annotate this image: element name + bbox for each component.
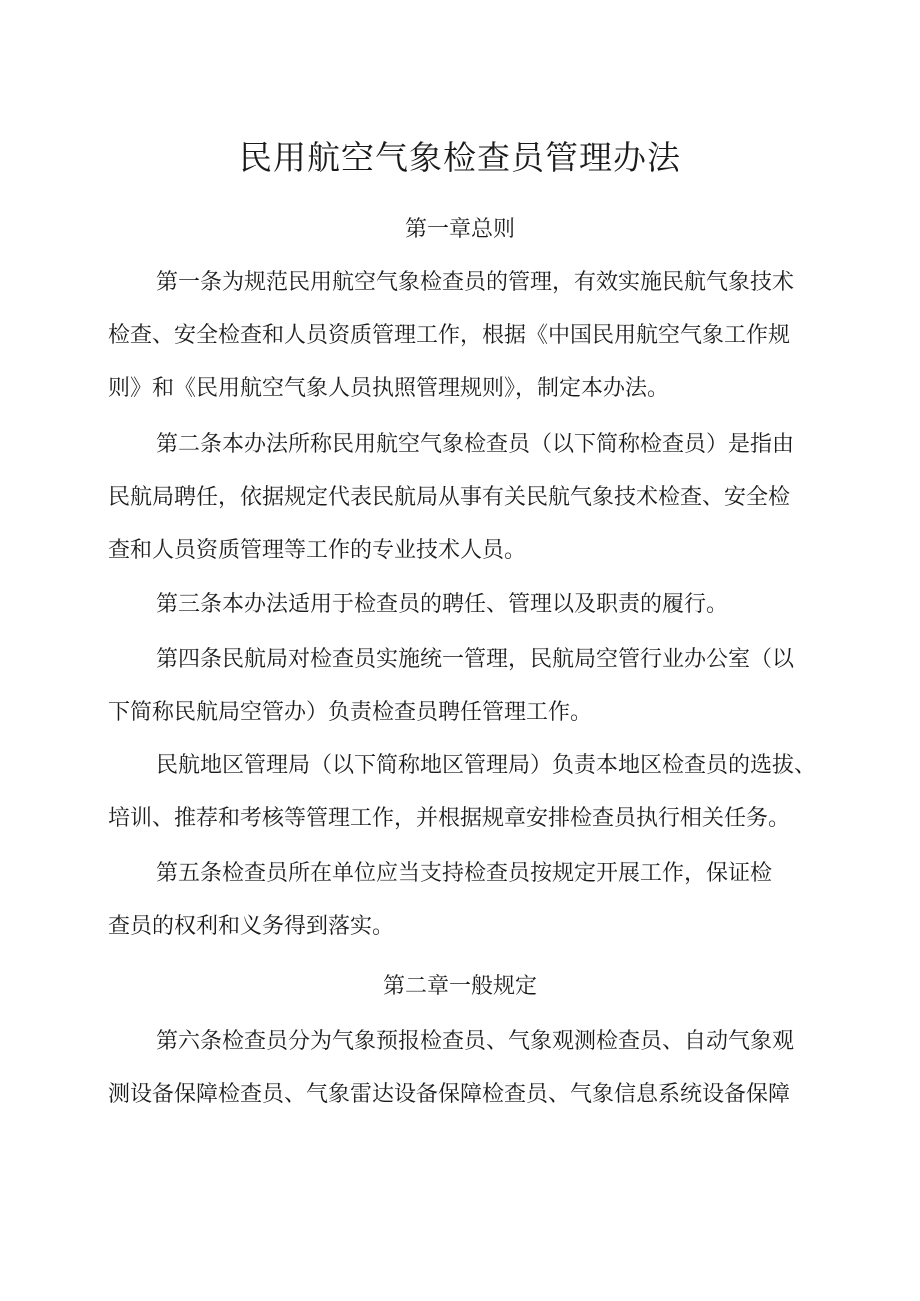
article-1-line-3: 则》和《民用航空气象人员执照管理规则》，制定本办法。: [108, 376, 670, 401]
article-1-line-1: 第一条为规范民用航空气象检查员的管理，有效实施民航气象技术: [156, 270, 795, 295]
article-1-line-2: 检查、安全检查和人员资质管理工作，根据《中国民用航空气象工作规: [108, 323, 791, 348]
article-2-line-1: 第二条本办法所称民用航空气象检查员（以下简称检查员）是指由: [156, 432, 795, 457]
article-5-line-2: 查员的权利和义务得到落实。: [108, 914, 395, 939]
chapter-2-heading: 第二章一般规定: [382, 974, 537, 999]
article-2-line-3: 查和人员资质管理等工作的专业技术人员。: [108, 538, 527, 563]
article-5-line-1: 第五条检查员所在单位应当支持检查员按规定开展工作，保证检: [156, 861, 773, 886]
article-4-line-1: 第四条民航局对检查员实施统一管理，民航局空管行业办公室（以: [156, 647, 795, 672]
article-4-para-2-line-2: 培训、推荐和考核等管理工作，并根据规章安排检查员执行相关任务。: [108, 806, 791, 831]
article-6-line-1: 第六条检查员分为气象预报检查员、气象观测检查员、自动气象观: [156, 1029, 795, 1054]
article-6-line-2: 测设备保障检查员、气象雷达设备保障检查员、气象信息系统设备保障: [108, 1082, 791, 1107]
article-2-line-2: 民航局聘任，依据规定代表民航局从事有关民航气象技术检查、安全检: [108, 485, 791, 510]
document-title: 民用航空气象检查员管理办法: [239, 138, 681, 177]
article-4-line-2: 下简称民航局空管办）负责检查员聘任管理工作。: [108, 700, 593, 725]
article-3-line-1: 第三条本办法适用于检查员的聘任、管理以及职责的履行。: [156, 592, 729, 617]
chapter-1-heading: 第一章总则: [404, 217, 515, 242]
article-4-para-2-line-1: 民航地区管理局（以下简称地区管理局）负责本地区检查员的选拔、: [156, 753, 817, 778]
